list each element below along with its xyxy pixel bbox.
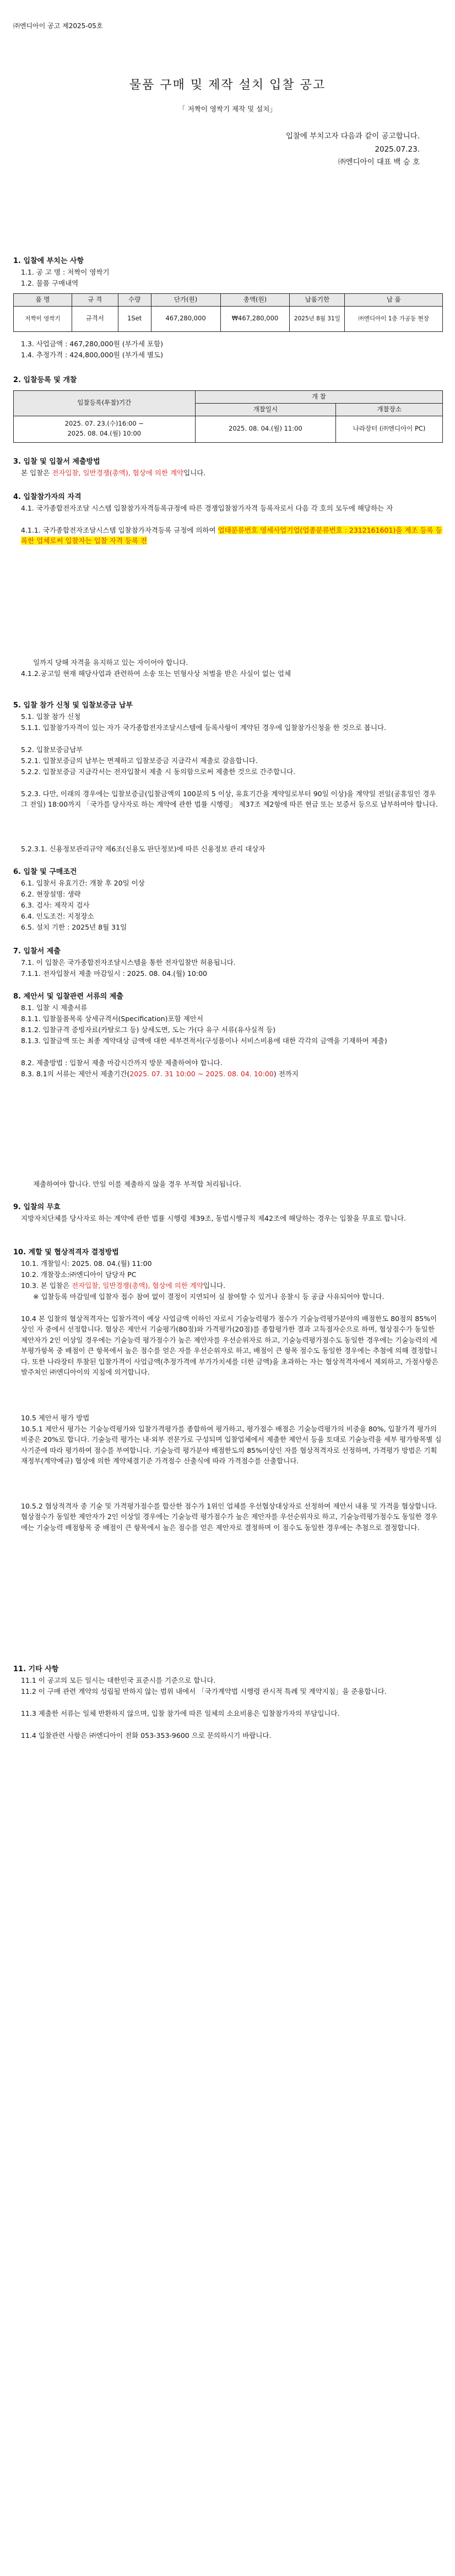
notice-number: ㈜엔디아이 공고 제2025-05호 — [13, 22, 103, 30]
cell-item-name: 저짝이 영싹기 — [14, 306, 72, 331]
s3-body — [21, 468, 443, 478]
s8-proposal-period: 2025. 07. 31 10:00 ~ 2025. 08. 04. 10:00 — [129, 1070, 274, 1078]
table-row — [14, 416, 443, 442]
cell-total: ₩467,280,000 — [220, 306, 290, 331]
s5-l231: 5.2.3.1. 신용정보관리규약 제6조(신용도 판단정보)에 따른 신용정보 관리 대상자 — [21, 845, 266, 853]
section-7-heading: 7. 입찰서 제출 — [13, 947, 61, 956]
s4-p11-tail: 일까지 당해 자격을 유지하고 있는 자이어야 합니다. — [33, 658, 188, 667]
bid-period-start: 2025. 07. 23.(수)16:00 ~ — [64, 420, 144, 428]
col-delivery: 납 품 — [345, 294, 443, 307]
s8-l3-post: ) 전까지 — [273, 1070, 299, 1078]
s8-l3 — [21, 1069, 443, 1079]
s6-l5: 6.5. 설치 기한 : 2025년 8월 31일 — [21, 923, 127, 931]
bid-schedule-table — [13, 390, 443, 443]
col-item-name: 품 명 — [14, 294, 72, 307]
s1-item1: 1.1. 공 고 명 : 저짝이 영싹기 — [21, 268, 110, 276]
s1-item4: 1.4. 추정가격 : 424,800,000원 (부가세 별도) — [21, 351, 163, 359]
s9-body: 지방자치단체를 당사자로 하는 계약에 관한 법률 시행령 제39조, 동법시행규칙 제42조에 해당하는 경우는 입찰을 무효로 합니다. — [21, 1214, 407, 1222]
cell-delivery: ㈜엔디아이 1층 가공동 현장 — [345, 306, 443, 331]
s5-l23: 5.2.3. 다만, 이래의 경우에는 입찰보증금(입찰금액의 100분의 5 이상, 유효기간을 계약일로부터 90일 이상)을 계약일 전일(공휴일인 경우 그 전일) 18:00까지 「국가를 당사자로 하는 계약에 관한 법률 시행령」 제37조 제2항에 따른 현금 또는 보증서 등으로 납부하여야 합니다. — [21, 790, 438, 809]
col-total: 총액(원) — [220, 294, 290, 307]
cell-opening-place: 나라장터 (㈜엔디아이 PC) — [336, 416, 443, 442]
s5-l1: 5.1. 입찰 참가 신청 — [21, 712, 81, 721]
col-bid-period: 입찰등록(투찰)기간 — [14, 391, 196, 416]
s6-l3: 6.3. 검사: 제작지 검사 — [21, 901, 90, 909]
s6-l1: 6.1. 입찰서 유효기간: 개찰 후 20일 이상 — [21, 879, 145, 887]
section-4-heading: 4. 입찰참가자의 자격 — [13, 493, 82, 501]
s6-l2: 6.2. 현장설명: 생략 — [21, 890, 81, 898]
intro-text: 입찰에 부치고자 다음과 같이 공고합니다. — [285, 132, 420, 141]
announce-date: 2025.07.23. — [375, 144, 420, 154]
section-6-heading: 6. 입찰 및 구매조건 — [13, 868, 77, 876]
s11-l1: 11.1 이 공고의 모든 일시는 대한민국 표준시를 기준으로 합니다. — [21, 1676, 216, 1684]
s11-l4: 11.4 입찰관련 사항은 ㈜엔디아이 전화 053-353-9600 으로 문의하시기 바랍니다. — [21, 1731, 272, 1740]
company-name: ㈜엔디아이 대표 백 승 호 — [338, 158, 420, 167]
table-row — [14, 306, 443, 331]
col-opening: 개 찰 — [195, 391, 442, 404]
s8-l13: 8.1.3. 입찰금액 또는 최종 계약대상 금액에 대한 세부견적서(구성품이나 서비스비용에 대한 각각의 금액을 기재하여 제출) — [21, 1037, 387, 1045]
s10-l3 — [21, 1280, 443, 1291]
s10-l5: 10.5 제안서 평가 방법 — [21, 1414, 90, 1422]
cell-unit-price: 467,280,000 — [151, 306, 220, 331]
section-2-heading: 2. 입찰등록 및 개찰 — [13, 376, 77, 384]
s1-item3: 1.3. 사업금액 : 467,280,000원 (부가세 포함) — [21, 340, 163, 348]
s3-body-pre: 본 입찰은 — [21, 469, 52, 477]
section-3-heading: 3. 입찰 및 입찰서 제출방법 — [13, 458, 100, 466]
purchase-table — [13, 293, 443, 332]
s10-l52: 10.5.2 협상적격자 중 기술 및 가격평가점수를 합산한 점수가 1위인 업체를 우선협상대상자로 선정하여 제안서 내용 및 가격을 협상합니다. 협상점수가 동일한 제안자가 2인 이상일 경우에는 기술능력 평가점수가 높은 제안자를 우선순위자로 하고, 기술능력평가점수도 동일한 경우에는 기술능력 배점항목 중 배점이 큰 항목에서 높은 점수를 얻은 제안자로 결정하며 이 점수도 동일한 경우에는 추첨으로 결정합니다. — [21, 1502, 437, 1532]
page-subtitle: 「 저짝이 영싹기 제작 및 설치」 — [178, 105, 277, 113]
section-9-heading: 9. 입찰의 무효 — [13, 1203, 61, 1211]
s3-body-post: 입니다. — [183, 469, 206, 477]
section-10-heading: 10. 계할 및 협상적격자 결정방법 — [13, 1248, 119, 1257]
s4-p11-pre: 4.1.1. 국가종합전자조달시스템 입찰참가자격등록 규정에 의하여 — [21, 526, 218, 534]
col-opening-datetime: 개찰일시 — [195, 403, 336, 416]
announcement-block — [286, 130, 420, 169]
s3-contract-type: 전자입찰, 일반경쟁(총액), 협상에 의한 계약 — [52, 469, 184, 477]
cell-opening-datetime: 2025. 08. 04.(월) 11:00 — [195, 416, 336, 442]
col-spec: 규 격 — [72, 294, 118, 307]
s11-l3: 11.3 제출한 서류는 일체 반환하지 않으며, 입찰 참가에 따른 일체의 소요비용은 입찰참가자의 부담입니다. — [21, 1709, 340, 1718]
s8-l11: 8.1.1. 입찰물품목록 상세규격서(Specification)포함 제안서 — [21, 1015, 203, 1023]
s8-l3-pre: 8.3. 8.1의 서류는 제안서 제출기간( — [21, 1070, 130, 1078]
cell-bid-period — [14, 416, 196, 442]
section-1-heading: 1. 입찰에 부치는 사항 — [13, 257, 84, 265]
s5-l2: 5.2. 입찰보증금납부 — [21, 745, 83, 754]
s8-l12: 8.1.2. 입찰규격 증빙자료(카탈로그 등) 상세도면, 도는 가(다 유구 서류(유사실적 등) — [21, 1026, 276, 1034]
s5-l11: 5.1.1. 입찰참가자격이 있는 자가 국가종합전자조달시스템에 등록사항이 계약된 경우에 입찰참가신청을 한 것으로 봅니다. — [21, 723, 387, 732]
s7-l1: 7.1. 이 입찰은 국가종합전자조달시스템을 통한 전자입찰만 허용됩니다. — [21, 958, 236, 967]
s8-l2: 8.2. 제출방법 : 입찰서 제출 마감시간까지 방문 제출하여야 합니다. — [21, 1059, 223, 1067]
purchase-table-header — [14, 294, 443, 307]
s10-l51: 10.5.1 제안서 평가는 기술능력평가와 입찰가격평가를 종합하여 평가하고, 평가점수 배점은 기술능력평가의 비중을 80%, 입찰가격 평가의 비중은 20%로 합니다. 기술능력 평가는 내·외부 전문가로 구성되며 입찰업체에서 제출한 제안서 등을 토대로 기술능력을 세부 평가항목별 심사기준에 따라 평가하여 점수를 부여합니다. 기술능력 평가분야 배점한도의 85%이상인 자를 협상적격자로 선정하며, 가격평가 방법은 기획재정부(계약예규) 협상에 의한 계약체결기준 가격점수 산출식에 따라 가격점수를 산출합니다. — [21, 1425, 442, 1466]
s10-l3-post: 입니다. — [203, 1281, 226, 1290]
s5-l21: 5.2.1. 입찰보증금의 납부는 면제하고 입찰보증금 지급각서 제출로 갈음합니다. — [21, 756, 258, 765]
bid-period-end: 2025. 08. 04.(월) 10:00 — [67, 430, 142, 438]
page-title: 물품 구매 및 제작 설치 입찰 공고 — [129, 78, 326, 92]
section-11-heading: 11. 기타 사항 — [13, 1665, 59, 1673]
s11-l2: 11.2 이 구매 관련 계약의 성립될 반하지 않는 범위 내에서 「국가계약법 시행령 관시적 특례 및 계약지침」을 준용합니다. — [21, 1687, 387, 1695]
s1-item2: 1.2. 물품 구매내역 — [21, 279, 79, 287]
s5-l22: 5.2.2. 입찰보증금 지급각서는 전자입찰서 제출 시 동의함으로써 제출한 것으로 간주합니다. — [21, 768, 296, 776]
col-opening-place: 개찰장소 — [336, 403, 443, 416]
s10-l1: 10.1. 개찰일시: 2025. 08. 04.(월) 11:00 — [21, 1259, 152, 1268]
col-unit-price: 단가(원) — [151, 294, 220, 307]
cell-deadline: 2025년 8월 31일 — [290, 306, 345, 331]
s8-l1: 8.1. 입찰 시 제출서류 — [21, 1003, 88, 1012]
s6-l4: 6.4. 인도조건: 지정장소 — [21, 912, 94, 920]
s7-l11: 7.1.1. 전자입찰서 제출 마감일시 : 2025. 08. 04.(월) 10:00 — [21, 969, 207, 978]
s10-l4: 10.4 본 입찰의 협상적격자는 입찰가격이 예상 사업금액 이하인 자로서 기술능력평가 점수가 기술능력평가분야의 배점한도 80점의 85%이상인 자 중에서 선정합니다. 협상은 제안서 기술평가(80점)와 가격평가(20점)를 종합평가한 결과 고득점자순으로 하며, 협상점수가 동일한 제안자가 2인 이상일 경우에는 기술능력 평가점수가 높은 제안자를 우선순위자로 하고, 기술능력평가점수도 동일한 경우에는 기술능력의 세부평가항목 중 배점이 큰 항목에서 높은 점수를 얻은 자를 우선순위자로 하고, 배점이 큰 항목 점수도 동일한 경우에는 추첨에 의해 결정합니다. 또한 나라장터 투찰된 입찰가격이 사업금액(추정가격에 부가가치세를 더한 금액)을 초과하는 자는 협상적격자에서 제외하고, 가점사항은 발주처인 ㈜엔디아이의 지침에 의거합니다. — [21, 1314, 438, 1376]
section-8-heading: 8. 제안서 및 입찰관련 서류의 제출 — [13, 992, 123, 1001]
s10-l3-pre: 10.3. 본 입찰은 — [21, 1281, 72, 1290]
s4-p12: 4.1.2.공고일 현재 해당사업과 관련하여 소송 또는 민형사상 처벌을 받은 사실이 없는 업체 — [21, 669, 291, 678]
s8-l3-tail: 제출하여야 합니다. 만일 이를 제출하지 않을 경우 부적합 처리됩니다. — [33, 1180, 241, 1188]
cell-qty: 1Set — [118, 306, 151, 331]
s10-l2: 10.2. 개찰장소:㈜엔디아이 담당자 PC — [21, 1270, 137, 1279]
s4-p1: 4.1. 국가종합전자조달 시스템 입찰참가자격등록규정에 따른 경쟁입찰참가자격 등록자로서 다음 각 호의 모두에 해당하는 자 — [21, 504, 393, 512]
section-5-heading: 5. 입찰 참가 신청 및 입찰보증금 납부 — [13, 701, 133, 710]
col-deadline: 납품기한 — [290, 294, 345, 307]
cell-spec: 규격서 — [72, 306, 118, 331]
s10-contract-type: 전자입찰, 일반경쟁(총액), 협상에 의한 계약 — [72, 1281, 203, 1290]
col-qty: 수량 — [118, 294, 151, 307]
s4-p11-highlight: 업태분류번호 영세사업기업(업종분류번호 : 2312161601)을 제조 등록 등록한 업체로써 입찰자는 입찰 자격 등록 전 — [21, 526, 442, 545]
s10-star-note: ※ 입찰등록 마감일에 입찰자 접수 참여 없이 결정이 지연되어 실 참여할 수 있거나 응찰시 등 공급 사유되어야 합니다. — [33, 1292, 384, 1301]
s4-p11 — [21, 525, 443, 546]
